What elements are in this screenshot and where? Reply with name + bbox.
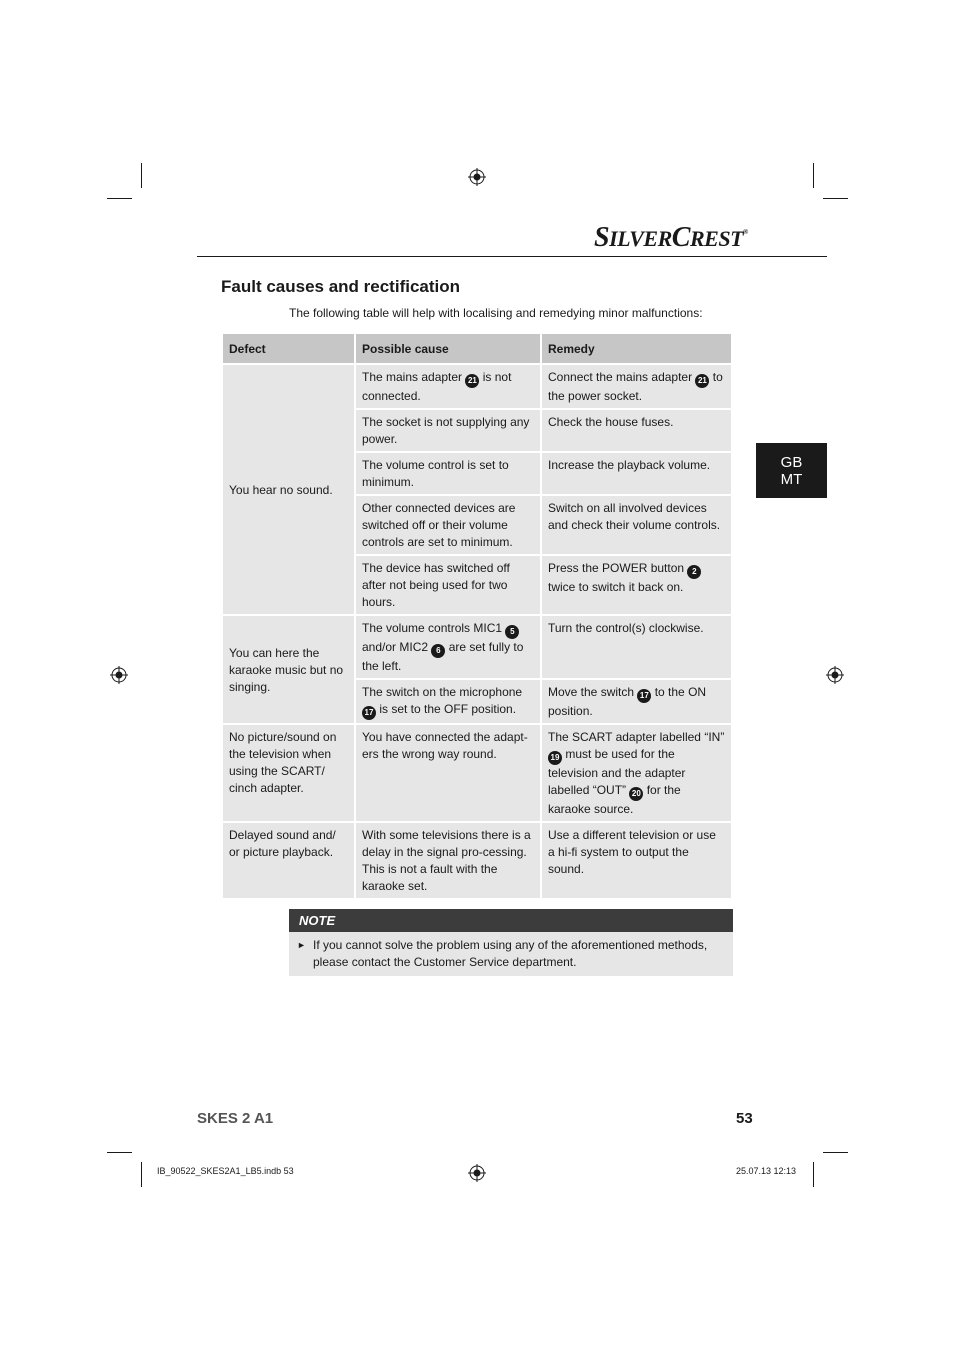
column-header-remedy: Remedy	[541, 333, 732, 364]
print-slug-file: IB_90522_SKES2A1_LB5.indb 53	[157, 1166, 294, 1176]
brand-logo: SILVERCREST®	[594, 222, 748, 253]
table-header-row	[222, 333, 732, 364]
page-title: Fault causes and rectification	[221, 277, 461, 296]
remedy-cell: Press the POWER button 2 twice to switch it back on.	[541, 555, 732, 615]
registration-mark-icon	[468, 1164, 486, 1182]
header-rule	[197, 256, 827, 257]
remedy-cell: Move the switch 17 to the ON position.	[541, 679, 732, 724]
remedy-cell: Use a different television or use a hi-fi system to output the sound.	[541, 822, 732, 899]
remedy-cell: Turn the control(s) clockwise.	[541, 615, 732, 679]
registration-mark-icon	[826, 666, 844, 684]
component-number-badge: 20	[629, 787, 643, 801]
crop-mark	[141, 163, 142, 188]
crop-mark	[107, 198, 132, 199]
cause-cell: With some televisions there is a delay in the signal pro-cessing. This is not a fault with the karaoke set.	[355, 822, 541, 899]
table-row	[222, 364, 732, 409]
crop-mark	[823, 1152, 848, 1153]
intro-text: The following table will help with localising and remedying minor malfunctions:	[289, 306, 703, 320]
defect-cell: Delayed sound and/ or picture playback.	[222, 822, 355, 899]
registration-mark-icon	[110, 666, 128, 684]
print-slug-date: 25.07.13 12:13	[736, 1166, 797, 1176]
note-text: If you cannot solve the problem using any of the aforementioned methods, please contact the Customer Service department.	[313, 938, 708, 969]
triangle-bullet-icon: ►	[297, 940, 306, 950]
crop-mark	[823, 198, 848, 199]
language-tab: GB MT	[756, 443, 827, 498]
cause-cell: The switch on the microphone 17 is set to the OFF position.	[355, 679, 541, 724]
component-number-badge: 5	[505, 625, 519, 639]
defect-cell: No picture/sound on the television when using the SCART/ cinch adapter.	[222, 724, 355, 822]
cause-cell: The socket is not supplying any power.	[355, 409, 541, 452]
component-number-badge: 21	[465, 374, 479, 388]
crop-mark	[141, 1162, 142, 1187]
cause-cell: The volume control is set to minimum.	[355, 452, 541, 495]
cause-cell: The volume controls MIC1 5 and/or MIC2 6 are set fully to the left.	[355, 615, 541, 679]
model-name: SKES 2 A1	[197, 1110, 274, 1127]
table-row	[222, 822, 732, 899]
crop-mark	[813, 1162, 814, 1187]
defect-cell: You hear no sound.	[222, 364, 355, 615]
table-row	[222, 724, 732, 822]
cause-cell: You have connected the adapt-ers the wrong way round.	[355, 724, 541, 822]
crop-mark	[107, 1152, 132, 1153]
table-row	[222, 615, 732, 679]
component-number-badge: 19	[548, 751, 562, 765]
note-title: NOTE	[289, 909, 733, 932]
component-number-badge: 6	[431, 644, 445, 658]
cause-cell: The device has switched off after not being used for two hours.	[355, 555, 541, 615]
column-header-cause: Possible cause	[355, 333, 541, 364]
component-number-badge: 2	[687, 565, 701, 579]
remedy-cell: Connect the mains adapter 21 to the power socket.	[541, 364, 732, 409]
defect-cell: You can here the karaoke music but no singing.	[222, 615, 355, 724]
cause-cell: The mains adapter 21 is not connected.	[355, 364, 541, 409]
remedy-cell: Increase the playback volume.	[541, 452, 732, 495]
remedy-cell: Switch on all involved devices and check their volume controls.	[541, 495, 732, 555]
registration-mark-icon	[468, 168, 486, 186]
remedy-cell: Check the house fuses.	[541, 409, 732, 452]
remedy-cell: The SCART adapter labelled “IN” 19 must be used for the television and the adapter labelled “OUT” 20 for the karaoke source.	[541, 724, 732, 822]
component-number-badge: 17	[637, 689, 651, 703]
note-box	[289, 909, 733, 976]
crop-mark	[813, 163, 814, 188]
note-body	[289, 932, 733, 976]
fault-table	[221, 332, 733, 900]
column-header-defect: Defect	[222, 333, 355, 364]
component-number-badge: 21	[695, 374, 709, 388]
page-number: 53	[736, 1110, 753, 1127]
cause-cell: Other connected devices are switched off or their volume controls are set to minimum.	[355, 495, 541, 555]
component-number-badge: 17	[362, 706, 376, 720]
